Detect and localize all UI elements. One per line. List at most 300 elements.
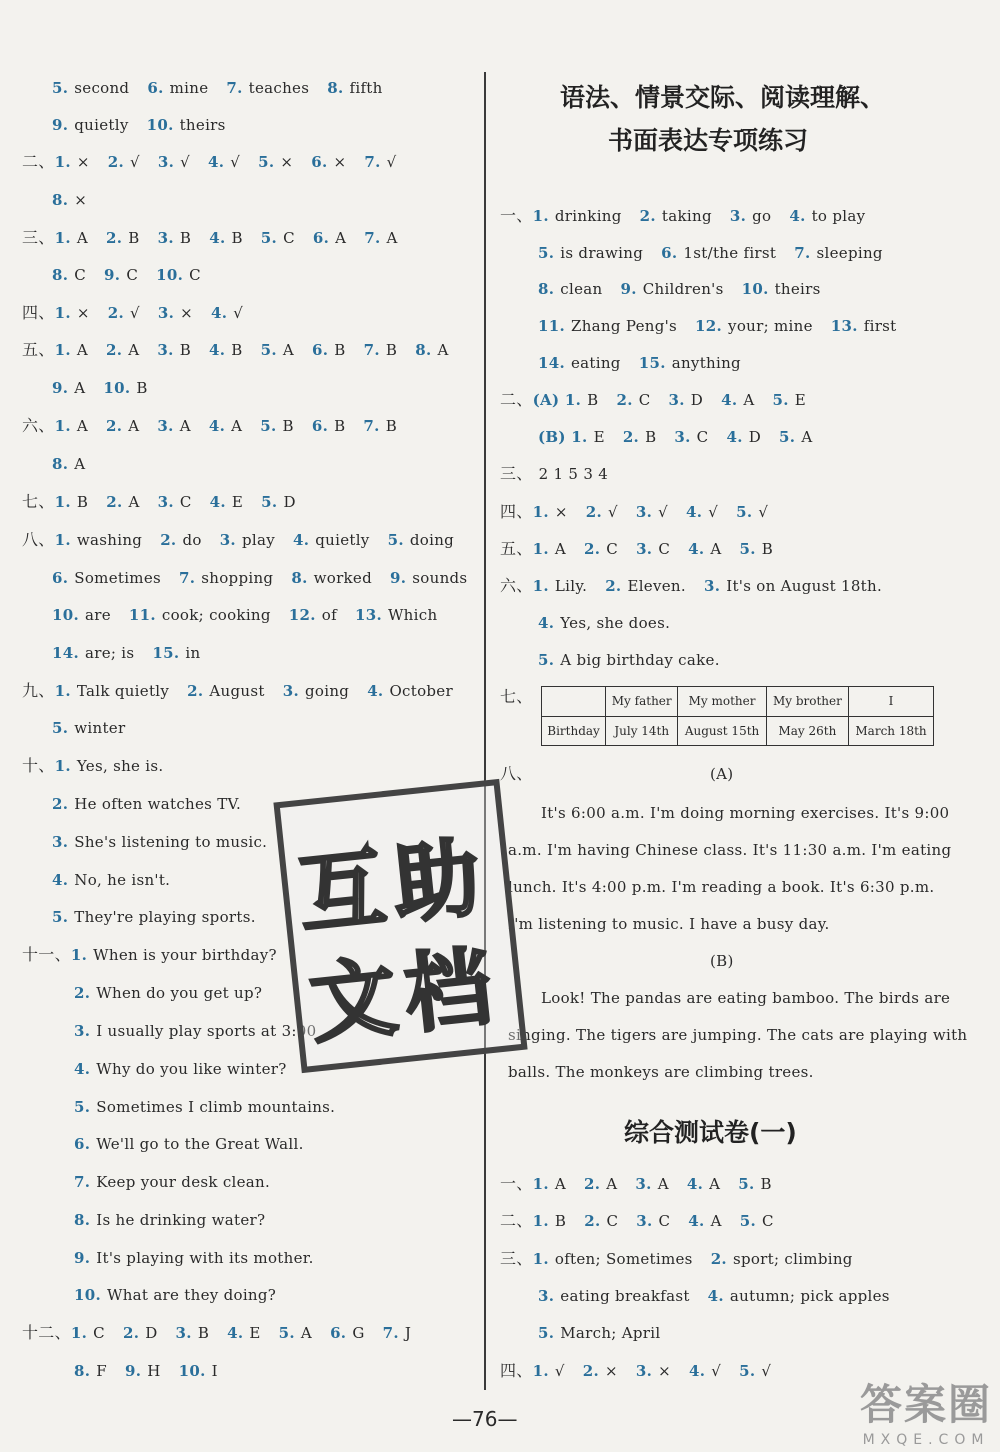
table-header-cell: My father [606,687,678,717]
answer-number: 7. [382,1324,399,1342]
answer-item [538,428,605,446]
answer-value: Lily. [554,577,588,595]
answer-item [533,1175,566,1193]
answer-value: C [283,229,295,247]
answer-value: of [321,606,337,624]
answer-item [209,229,243,247]
answer-value: teaches [248,79,310,97]
section-label: 五、 [500,539,533,558]
answer-item [261,341,294,359]
answer-item [330,1324,365,1342]
answer-number: 6. [330,1324,347,1342]
answer-number: 4. [789,207,806,225]
passage-line: balls. The monkeys are climbing trees. [508,1063,814,1081]
answer-number: 6. [661,244,678,262]
answer-value: E [249,1324,261,1342]
answer-value: They're playing sports. [74,908,256,926]
answer-value: Yes, she does. [560,614,671,632]
answer-line [74,1097,353,1117]
answer-value: 1st/the first [683,244,777,262]
answer-line [74,983,280,1003]
answer-item [74,1211,265,1229]
answer-item [773,391,807,409]
answer-item [55,341,88,359]
answer-item [538,614,670,632]
stamp-char-1: 互 [294,837,391,947]
answer-item [158,493,192,511]
answer-value: √ [130,304,140,322]
answer-value: your; mine [728,317,813,335]
answer-number: 4. [721,391,738,409]
answer-item [52,455,85,473]
answer-item [52,266,86,284]
answer-number: 10. [74,1286,101,1304]
answer-line [500,1361,789,1381]
answer-number: 3. [157,153,175,171]
answer-item [636,503,668,521]
answer-item [74,1135,304,1153]
answer-number: 4. [208,153,225,171]
answer-number: 5. [260,341,277,359]
answer-item [688,1212,721,1230]
section-label: 三、 [22,228,55,247]
answer-item [71,1324,105,1342]
answer-item [794,244,883,262]
answer-value: √ [608,503,618,521]
answer-item [533,1250,693,1268]
answer-line [538,1323,678,1343]
answer-line [500,1174,790,1194]
answer-item [311,153,346,171]
answer-number: 5. [736,503,753,521]
answer-number: 5. [52,908,69,926]
answer-value: C [74,266,87,284]
answer-value: √ [554,1362,565,1380]
answer-value: Which [387,606,438,624]
answer-item [327,79,382,97]
answer-line [52,78,401,98]
answer-number: 1. [54,341,71,359]
answer-item [179,569,273,587]
answer-item [106,341,139,359]
answer-value: are [85,606,111,624]
answer-value: often; Sometimes [554,1250,693,1268]
answer-item [726,428,761,446]
answer-number: 7. [226,79,243,97]
table-cell: July 14th [606,716,678,746]
answer-value: fifth [349,79,383,97]
answer-item [538,1324,660,1342]
table-cell: March 18th [849,716,934,746]
answer-number: 9. [390,569,407,587]
answer-number: 3. [52,833,69,851]
table-header-cell: My brother [766,687,848,717]
answer-item [742,280,821,298]
answer-item [533,465,609,483]
answer-item [533,1362,565,1380]
answer-item [108,304,140,322]
answer-line [538,353,759,373]
answer-number: 5. [538,1324,555,1342]
watermark-url: MXQE.COM [862,1432,990,1448]
answer-value: It's playing with its mother. [96,1249,314,1267]
answer-item [52,569,161,587]
passage-line: lunch. It's 4:00 p.m. I'm reading a book. It's 6:30 p.m. [508,878,935,896]
answer-value: C [189,266,201,284]
answer-line [52,605,455,625]
answer-value: October [389,682,453,700]
answer-line [52,832,285,852]
answer-number: 3. [74,1022,91,1040]
answer-number: 7. [179,569,196,587]
answer-number: 2. [582,1362,599,1380]
answer-item [533,391,599,409]
answer-number: 1. [54,153,71,171]
answer-item [52,795,241,813]
answer-number: 6. [74,1135,91,1153]
answer-item [220,531,275,549]
answer-item [538,317,677,335]
answer-number: 15. [638,354,666,372]
table-header-cell: My mother [678,687,766,717]
answer-number: 1. [54,304,71,322]
answer-item [108,153,140,171]
answer-number: 4. [208,417,226,435]
answer-line [52,794,259,814]
passage-line: It's 6:00 a.m. I'm doing morning exercises. It's 9:00 [541,804,950,822]
answer-item [157,417,190,435]
answer-number: 9. [74,1249,91,1267]
answer-value: A [128,493,140,511]
answer-value: play [241,531,275,549]
answer-item [103,379,147,397]
site-watermark [860,1372,992,1448]
answer-value: × [333,153,347,171]
answer-number: 15. [152,644,180,662]
answer-value: going [304,682,350,700]
answer-line [538,316,915,336]
answer-number: 3. [636,1212,653,1230]
answer-line [52,115,244,135]
column-divider [484,72,486,1390]
answer-value: A [300,1324,313,1342]
answer-number: 1. [532,1250,549,1268]
answer-value: Zhang Peng's [571,317,678,335]
answer-value: A [710,1212,722,1230]
answer-number: 2. [585,503,603,521]
answer-number: 4. [367,682,384,700]
answer-value: B [76,493,89,511]
answer-value: B [136,379,148,397]
answer-value: C [658,1212,671,1230]
answer-item [158,229,192,247]
section-label: 六、 [500,576,533,595]
answer-line [74,1021,334,1041]
answer-line [500,390,824,410]
answer-value: No, he isn't. [74,871,171,889]
answer-number: 1. [54,531,71,549]
answer-item [158,153,190,171]
answer-item [74,984,262,1002]
answer-number: 8. [415,341,432,359]
answer-item [538,354,621,372]
table-cell: Birthday [542,716,606,746]
answer-number: 1. [532,207,549,225]
answer-number: 1. [70,1324,88,1342]
answer-number: 7. [363,417,380,435]
answer-item [779,428,812,446]
answer-item [55,531,143,549]
table-header-cell: I [849,687,934,717]
answer-number: 5. [258,153,275,171]
answer-number: 4. [227,1324,244,1342]
answer-number: 2. [710,1250,727,1268]
answer-item [74,1286,276,1304]
answer-number: 4. [686,1175,704,1193]
answer-value: clean [560,280,603,298]
section-label: 七、 [22,492,55,511]
answer-number: 10. [52,606,79,624]
answer-item [704,577,882,595]
answer-value: quietly [74,116,129,134]
answer-item [661,244,776,262]
section-label: 一、 [500,206,533,225]
answer-item [261,493,296,511]
answer-item [158,304,193,322]
answer-value: √ [233,304,244,322]
answer-item [211,304,243,322]
answer-number: 4. [209,493,226,511]
answer-item [52,644,134,662]
answer-value: go [752,207,772,225]
answer-item [55,682,170,700]
answer-item [695,317,813,335]
answer-item [55,757,164,775]
answer-item [538,244,643,262]
answer-item [293,531,370,549]
answer-value: A [710,540,722,558]
answer-value: A [554,540,567,558]
answer-item [106,229,140,247]
answer-value: C [606,540,619,558]
passage-line: singing. The tigers are jumping. The cats are playing with [508,1026,968,1044]
answer-item [289,606,337,624]
answer-number: 2. [106,341,123,359]
answer-item [616,391,650,409]
answer-number: 14. [538,354,565,372]
answer-value: C [126,266,139,284]
answer-number: 8. [52,191,69,209]
part-a-label: (A) [710,765,734,783]
answer-value: B [282,417,294,435]
answer-number: 2. [187,682,204,700]
answer-item [52,908,256,926]
answer-number: 6. [312,229,330,247]
answer-value: B [128,229,140,247]
answer-value: A [709,1175,721,1193]
answer-number: 3. [636,540,653,558]
answer-item [687,1175,720,1193]
answer-number: 2. [106,229,123,247]
answer-value: D [690,391,704,409]
answer-value: B [334,341,346,359]
answer-number: 2. [106,493,123,511]
answer-value: × [658,1362,672,1380]
answer-value: B [761,540,774,558]
answer-value: × [180,304,194,322]
answer-number: 10. [156,266,184,284]
answer-item [689,1362,721,1380]
answer-value: A [76,229,89,247]
answer-value: C [179,493,192,511]
answer-number: 3. [175,1324,192,1342]
answer-item [584,1212,618,1230]
answer-value: × [74,191,88,209]
answer-value: E [231,493,244,511]
answer-value: D [748,428,762,446]
answer-item [106,417,139,435]
answer-item [55,304,90,322]
answer-item [789,207,865,225]
section-label: 四、 [500,502,533,521]
answer-item [355,606,437,624]
answer-value: B [231,341,243,359]
answer-number: 5. [387,531,404,549]
answer-item [160,531,202,549]
answer-value: A [74,379,86,397]
answer-item [260,417,294,435]
answer-number: 1. [54,229,71,247]
answer-number: 2. [52,795,69,813]
answer-value: √ [230,153,241,171]
answer-line [538,613,688,633]
answer-item [176,1324,210,1342]
answer-value: √ [180,153,190,171]
answer-number: 2. [616,391,633,409]
answer-value: first [863,317,897,335]
answer-item [74,1173,270,1191]
answer-value: I [211,1362,218,1380]
answer-item [187,682,265,700]
answer-value: E [593,428,605,446]
answer-number: 3. [538,1287,555,1305]
answer-value: C [696,428,709,446]
answer-number: 13. [830,317,858,335]
answer-value: √ [761,1362,772,1380]
answer-item [208,153,240,171]
answer-line [52,870,188,890]
answer-number: 5. [74,1098,91,1116]
answer-line [538,650,738,670]
answer-value: C [93,1324,105,1342]
answer-item [636,1362,671,1380]
answer-value: √ [658,503,668,521]
answer-number: 5. [772,391,789,409]
answer-line [22,340,467,360]
answer-number: 2. [160,531,177,549]
answer-number: (A) 1. [532,391,582,409]
table-header-cell [542,687,606,717]
answer-item [52,191,87,209]
answer-item [123,1324,158,1342]
answer-item [367,682,453,700]
section-label: 二、 [500,390,533,409]
answer-item [55,417,88,435]
answer-number: 3. [674,428,691,446]
answer-item [104,266,138,284]
answer-number: 10. [103,379,131,397]
answer-value: sounds [412,569,468,587]
answer-line [538,243,901,263]
answer-number: 1. [532,1362,549,1380]
answer-number: 1. [54,757,71,775]
answer-number: 8. [52,455,69,473]
answer-item [52,79,129,97]
answer-number: 4. [726,428,743,446]
answer-line [22,416,415,436]
answer-item [730,207,772,225]
answer-item [605,577,686,595]
answer-value: × [76,304,90,322]
answer-value: autumn; pick apples [729,1287,890,1305]
answer-number: 12. [288,606,316,624]
answer-value: D [145,1324,158,1342]
answer-item [312,341,346,359]
answer-value: taking [661,207,712,225]
answer-item [258,153,293,171]
answer-item [74,1060,287,1078]
answer-item [210,493,244,511]
answer-value: When do you get up? [96,984,263,1002]
answer-value: Eleven. [627,577,686,595]
answer-value: √ [708,503,719,521]
answer-item [739,1362,771,1380]
answer-line [52,643,218,663]
section-label: 十一、 [22,945,71,964]
answer-value: H [147,1362,161,1380]
answer-number: 7. [74,1173,91,1191]
answer-value: A [657,1175,669,1193]
answer-number: 5. [739,1362,756,1380]
answer-value: March; April [560,1324,661,1342]
answer-item [538,651,720,669]
answer-item [583,1362,618,1380]
answer-item [363,417,397,435]
section-label: 八、 [22,530,55,549]
answer-value: A big birthday cake. [560,651,720,669]
answer-value: sleeping [816,244,883,262]
answer-number: 3. [635,1175,652,1193]
answer-number: 5. [738,1175,755,1193]
answer-number: 6. [52,569,69,587]
watermark-stamp [273,779,527,1073]
answer-number: 8. [52,266,69,284]
answer-item [831,317,897,335]
answer-item [415,341,448,359]
answer-line [22,228,416,248]
answer-value: B [179,229,192,247]
answer-item [106,493,139,511]
answer-value: A [801,428,813,446]
page-number: —76— [452,1407,518,1431]
answer-value: What are they doing? [107,1286,277,1304]
answer-number: 2. [74,984,91,1002]
answer-line [22,303,261,323]
answer-item [533,207,622,225]
answer-value: Is he drinking water? [96,1211,266,1229]
answer-item [179,1362,218,1380]
answer-item [209,341,243,359]
